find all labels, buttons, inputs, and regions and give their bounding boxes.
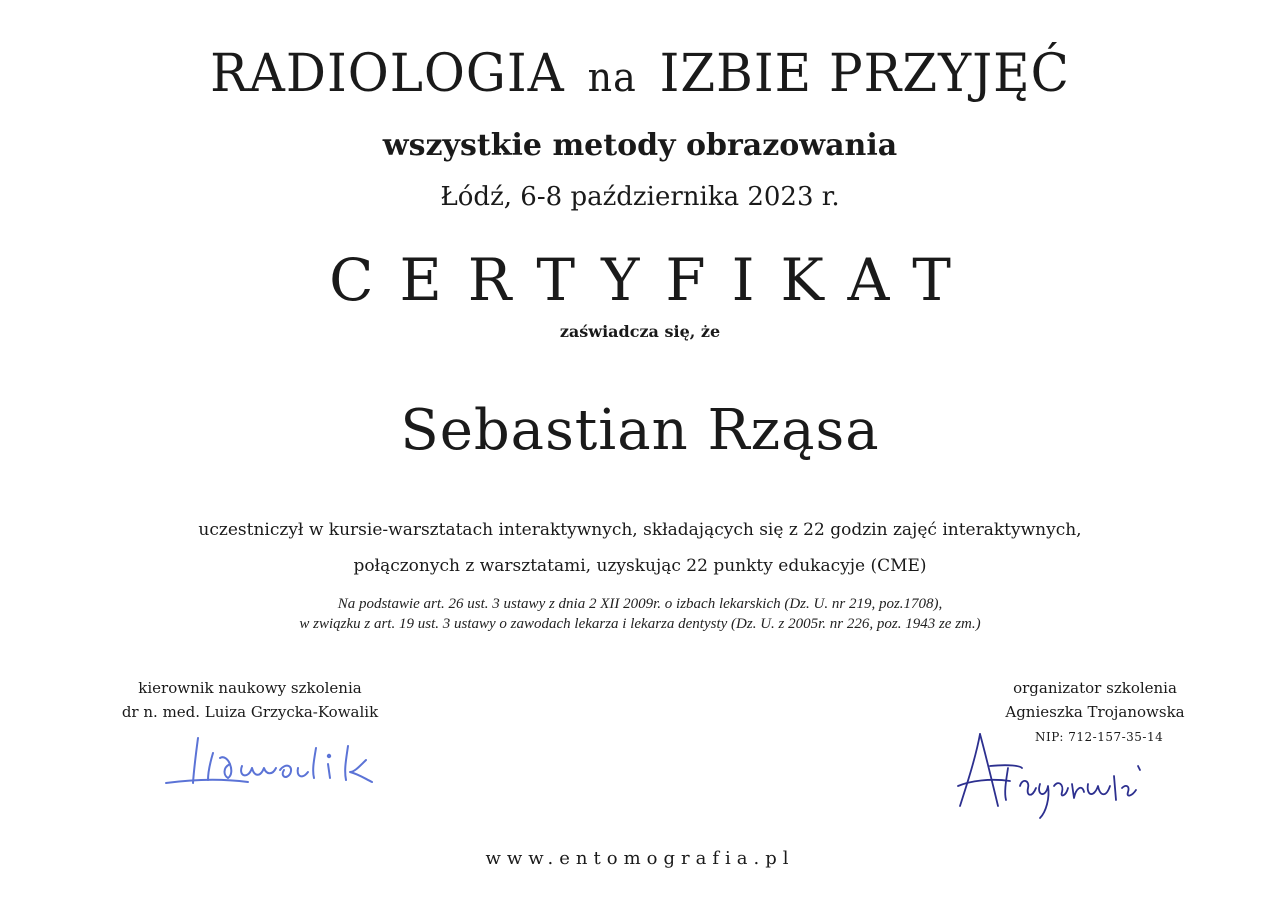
organizer-nip: NIP: 712-157-35-14 <box>1035 730 1164 744</box>
event-title <box>0 43 1280 104</box>
legal-basis <box>0 594 1280 634</box>
recipient-name: Sebastian Rząsa <box>400 398 880 463</box>
right-signer-role: organizator szkolenia <box>1013 679 1177 697</box>
attest-text: zaświadcza się, że <box>559 322 721 341</box>
legal-line-2: w związku z art. 19 ust. 3 ustawy o zawodach lekarza i lekarza dentysty (Dz. U. z 2005r. nr 226, poz. 1943 ze zm.) <box>299 616 981 632</box>
legal-line-1: Na podstawie art. 26 ust. 3 ustawy z dnia 2 XII 2009r. o izbach lekarskich (Dz. U. nr 219, poz.1708), <box>337 596 943 612</box>
certificate-heading: CERTYFIKAT <box>329 246 977 314</box>
event-title-part2: IZBIE PRZYJĘĆ <box>659 42 1070 104</box>
right-handwritten-signature <box>950 726 1150 826</box>
signature-block-right <box>980 676 1210 724</box>
description-line-2: połączonych z warsztatami, uzyskując 22 punkty edukacyje (CME) <box>353 556 927 576</box>
right-signer-name: Agnieszka Trojanowska <box>1005 703 1185 721</box>
signature-block-left <box>100 676 400 724</box>
description-line-1: uczestniczył w kursie-warsztatach interaktywnych, składających się z 22 godzin zajęć interaktywnych, <box>198 520 1082 540</box>
event-date: Łódź, 6-8 października 2023 r. <box>440 182 840 212</box>
left-signer-role: kierownik naukowy szkolenia <box>138 679 362 697</box>
left-signer-name: dr n. med. Luiza Grzycka-Kowalik <box>121 703 379 721</box>
left-handwritten-signature <box>158 728 428 798</box>
event-subtitle: wszystkie metody obrazowania <box>382 128 898 163</box>
website-link[interactable]: www.entomografia.pl <box>485 848 795 869</box>
event-title-part1: RADIOLOGIA <box>210 42 565 104</box>
description <box>0 512 1280 584</box>
event-title-connector: na <box>587 54 637 101</box>
